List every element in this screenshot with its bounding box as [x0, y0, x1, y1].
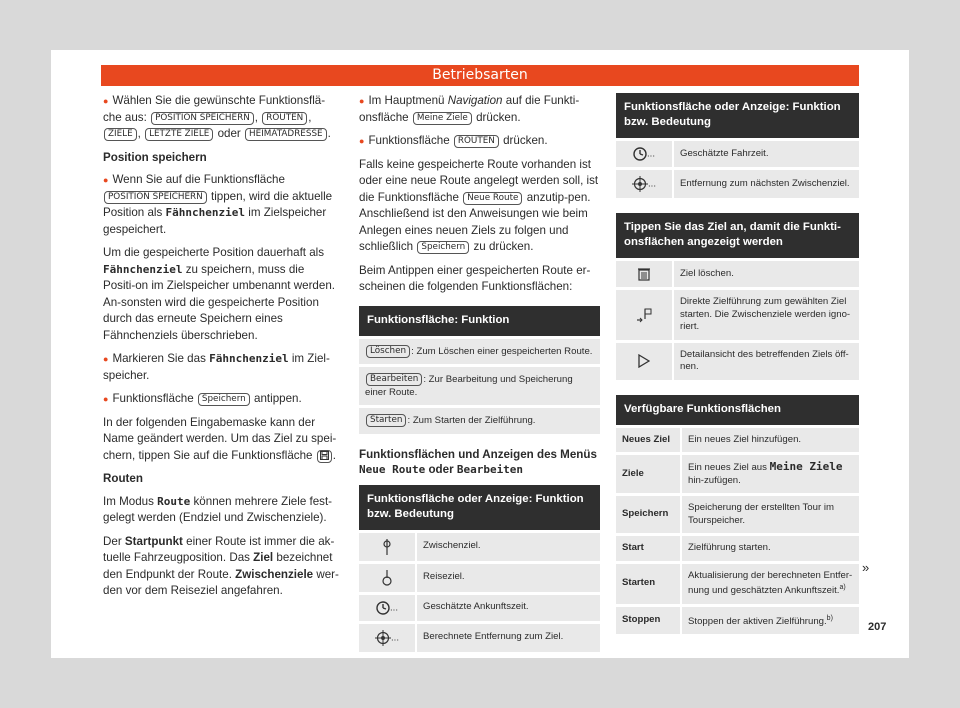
trash-icon[interactable]	[616, 260, 673, 289]
table-header: Funktionsfläche: Funktion	[359, 306, 600, 338]
bearbeiten-button[interactable]: Bearbeiten	[366, 373, 422, 386]
table-header: Tippen Sie das Ziel an, damit die Funkti-onsflächen angezeigt werden	[616, 213, 859, 260]
table-row: Reiseziel.	[359, 562, 600, 593]
position-speichern-button[interactable]: POSITION SPEICHERN	[104, 191, 207, 204]
speichern-button[interactable]: Speichern	[417, 241, 469, 254]
routen-button[interactable]: ROUTEN	[454, 135, 499, 148]
neue-route-button[interactable]: Neue Route	[463, 192, 522, 205]
bullet-icon: ●	[103, 394, 109, 404]
direct-route-flag-icon[interactable]	[616, 289, 673, 342]
paragraph-saved-route: Beim Antippen einer gespeicherten Route er-scheinen die folgenden Funktionsflächen:	[359, 263, 591, 293]
heading-position-speichern: Position speichern	[103, 150, 207, 164]
continue-marker: »	[862, 560, 870, 575]
column-3	[616, 93, 859, 637]
routen-button[interactable]: ROUTEN	[262, 112, 307, 125]
bullet-routen: ● Funktionsfläche ROUTEN drücken.	[359, 134, 548, 147]
bullet-select: ● Wählen Sie die gewünschte Funktionsflä-che aus: POSITION SPEICHERN , ROUTEN , ZIELE , LETZTE ZIELE oder HEIMATADRESSE .	[103, 94, 331, 140]
save-icon[interactable]	[317, 450, 332, 463]
table-row: ... Geschätzte Ankunftszeit.	[359, 593, 600, 622]
function-table-1	[359, 306, 600, 437]
bullet-icon: ●	[359, 96, 365, 106]
table-row: Direkte Zielführung zum gewählten Ziel starten. Die Zwischenziele werden igno-riert.	[616, 289, 859, 342]
table-row: Stoppen Stoppen der aktiven Zielführung.$^{b)}$	[616, 605, 859, 636]
position-speichern-button[interactable]: POSITION SPEICHERN	[151, 112, 254, 125]
table-row: Starten Aktualisierung der berechneten Entfer-nung und geschätzten Ankunftszeit.$^{a)}$	[616, 562, 859, 605]
table-row: Ziel löschen.	[616, 260, 859, 289]
distance-target-icon: ...	[616, 169, 673, 200]
function-table-2	[359, 485, 600, 655]
paragraph-rename: In der folgenden Eingabemaske kann der Name geändert werden. Um das Ziel zu spei-chern, tippen Sie auf die Funktionsfläche .	[103, 415, 337, 462]
table-row: Neues Ziel Ein neues Ziel hinzufügen.	[616, 426, 859, 454]
table-row: Detailansicht des betreffenden Ziels öff-nen.	[616, 341, 859, 381]
table-row: ... Berechnete Entfernung zum Ziel.	[359, 622, 600, 653]
bullet-mark: ● Markieren Sie das Fähnchenziel im Ziel-speicher.	[103, 352, 330, 382]
function-table-4	[616, 213, 859, 383]
bullet-icon: ●	[103, 175, 109, 185]
meine-ziele-button[interactable]: Meine Ziele	[413, 112, 472, 125]
paragraph-route-mode: Im Modus Route können mehrere Ziele fest-gelegt werden (Endziel und Zwischenziele).	[103, 494, 333, 524]
table-row: Starten : Zum Starten der Zielführung.	[359, 407, 600, 436]
destination-pin-icon	[359, 562, 416, 593]
paragraph-permanent: Um die gespeicherte Position dauerhaft als Fähnchenziel zu speichern, muss die Positi-on im Zielspeicher umbenannt werden. An-sonsten wird die gespeicherte Position durch das erneute Speichern eines Fähnchenziels überschrieben.	[103, 246, 335, 342]
heading-routen: Routen	[103, 472, 143, 485]
bullet-icon: ●	[359, 136, 365, 146]
bullet-icon: ●	[103, 354, 109, 364]
table-row: ... Geschätzte Fahrzeit.	[616, 140, 859, 169]
heimatadresse-button[interactable]: HEIMATADRESSE	[245, 128, 327, 141]
bullet-icon: ●	[103, 96, 109, 106]
clock-icon: ...	[359, 593, 416, 622]
function-table-3	[616, 93, 859, 201]
distance-target-icon: ...	[359, 622, 416, 653]
starten-button[interactable]: Starten	[366, 414, 406, 427]
speichern-button[interactable]: Speichern	[198, 393, 250, 406]
table-row: Löschen : Zum Löschen einer gespeicherten Route.	[359, 337, 600, 366]
table-row: Start Zielführung starten.	[616, 535, 859, 563]
table-header: Verfügbare Funktionsflächen	[616, 395, 859, 427]
bullet-speichern: ● Funktionsfläche Speichern antippen.	[103, 392, 302, 405]
available-functions-table	[616, 395, 859, 638]
menu-functions-title: Funktionsflächen und Anzeigen des Menüs Neue Route oder Bearbeiten	[359, 447, 597, 476]
page-number: 207	[868, 621, 887, 633]
column-2	[359, 93, 600, 655]
table-row: Speichern Speicherung der erstellten Tour im Tourspeicher.	[616, 495, 859, 535]
column-1	[103, 93, 339, 607]
table-row: ... Entfernung zum nächsten Zwischenziel.	[616, 169, 859, 200]
table-row: Ziele Ein neues Ziel aus Meine Ziele hin-zufügen.	[616, 454, 859, 495]
table-header: Funktionsfläche oder Anzeige: Funktion bzw. Bedeutung	[616, 93, 859, 140]
paragraph-startpunkt: Der Startpunkt einer Route ist immer die ak-tuelle Fahrzeugposition. Das Ziel bezeichnet den Endpunkt der Route. Zwischenziele wer-den vor dem Reiseziel angefahren.	[103, 534, 339, 597]
clock-icon: ...	[616, 140, 673, 169]
table-header: Funktionsfläche oder Anzeige: Funktion bzw. Bedeutung	[359, 485, 600, 532]
letzte-ziele-button[interactable]: LETZTE ZIELE	[145, 128, 213, 141]
bullet-mainmenu: ● Im Hauptmenü Navigation auf die Funkti-onsfläche Meine Ziele drücken.	[359, 94, 580, 124]
bullet-position: ● Wenn Sie auf die Funktionsfläche POSITION SPEICHERN tippen, wird die aktuelle Position als Fähnchenziel im Zielspeicher gespeichert.	[103, 173, 333, 236]
loeschen-button[interactable]: Löschen	[366, 345, 410, 358]
waypoint-pin-icon	[359, 531, 416, 562]
section-banner: Betriebsarten	[101, 65, 859, 86]
paragraph-new-route: Falls keine gespeicherte Route vorhanden ist oder eine neue Route angelegt werden soll, ist die Funktionsfläche Neue Route anzutip-pen. Anschließend ist den Anweisungen wie beim Anlegen eines neuen Ziels zu folgen und schließlich Speichern zu drücken.	[359, 157, 599, 253]
table-row: Bearbeiten : Zur Bearbeitung und Speicherung einer Route.	[359, 366, 600, 407]
play-arrow-icon[interactable]	[616, 341, 673, 381]
table-row: Zwischenziel.	[359, 531, 600, 562]
ziele-button[interactable]: ZIELE	[104, 128, 137, 141]
